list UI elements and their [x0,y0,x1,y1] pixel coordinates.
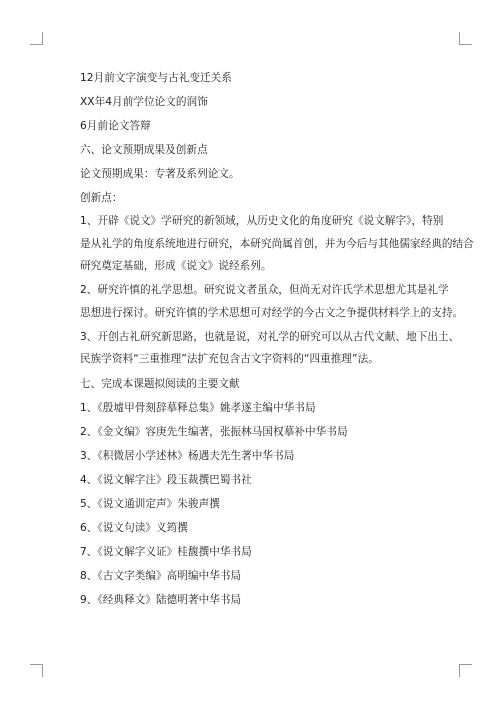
reference-item-2: 2、《金文编》容庚先生编著，张振林马国权摹补中华书局 [80,426,348,438]
section-seven-title: 七、完成本课题拟阅读的主要文献 [80,378,240,390]
section-six-title: 六、论文预期成果及创新点 [80,144,208,156]
schedule-line-december: 12月前文字演变与古礼变迁关系 [80,72,232,84]
crop-mark-top-left [30,32,43,45]
reference-item-3: 3、《积微居小学述林》杨遇夫先生著中华书局 [80,450,295,462]
schedule-line-june: 6月前论文答辩 [80,120,151,132]
paragraph-line: 2、研究许慎的礼学思想。研究说文者虽众，但尚无对许氏学术思想尤其是礼学 [80,284,449,296]
innovation-paragraph-3 [80,326,460,371]
reference-item-1: 1、《殷墟甲骨刻辞摹释总集》姚孝遂主编中华书局 [80,402,316,414]
innovation-heading: 创新点： [80,192,123,204]
paragraph-line: 1、开辟《说文》学研究的新领域，从历史文化的角度研究《说文解字》，特别 [80,215,444,227]
reference-item-4: 4、《说文解字注》段玉裁撰巴蜀书社 [80,474,252,486]
reference-item-5: 5、《说文通训定声》朱骏声撰 [80,498,220,510]
innovation-paragraph-2 [80,279,464,324]
reference-item-9: 9、《经典释文》陆德明著中华书局 [80,594,242,606]
crop-mark-top-right [459,32,472,45]
schedule-line-april: XX年4月前学位论文的润饰 [80,96,208,108]
expected-results: 论文预期成果：专著及系列论文。 [80,168,240,180]
paragraph-line: 研究奠定基础，形成《说文》说经系列。 [80,260,272,272]
crop-mark-bottom-right [459,664,472,677]
paragraph-line: 民族学资料“三重推理”法扩充包含古文字资料的“四重推理”法。 [80,353,379,365]
paragraph-line: 思想进行探讨。研究许慎的学术思想可对经学的今古文之争提供材料学上的支持。 [80,306,464,319]
crop-mark-bottom-left [30,664,43,677]
reference-item-6: 6、《说文句读》义筠撰 [80,522,188,534]
reference-item-8: 8、《古文字类编》高明编中华书局 [80,570,242,582]
paragraph-line: 3、开创古礼研究新思路，也就是说，对礼学的研究可以从古代文献、地下出土、 [80,330,460,343]
paragraph-line: 是从礼学的角度系统地进行研究，本研究尚属首创，并为今后与其他儒家经典的结合 [80,237,474,250]
innovation-paragraph-1 [80,210,474,278]
document-body [80,66,474,612]
reference-item-7: 7、《说文解字义证》桂馥撰中华书局 [80,546,252,558]
